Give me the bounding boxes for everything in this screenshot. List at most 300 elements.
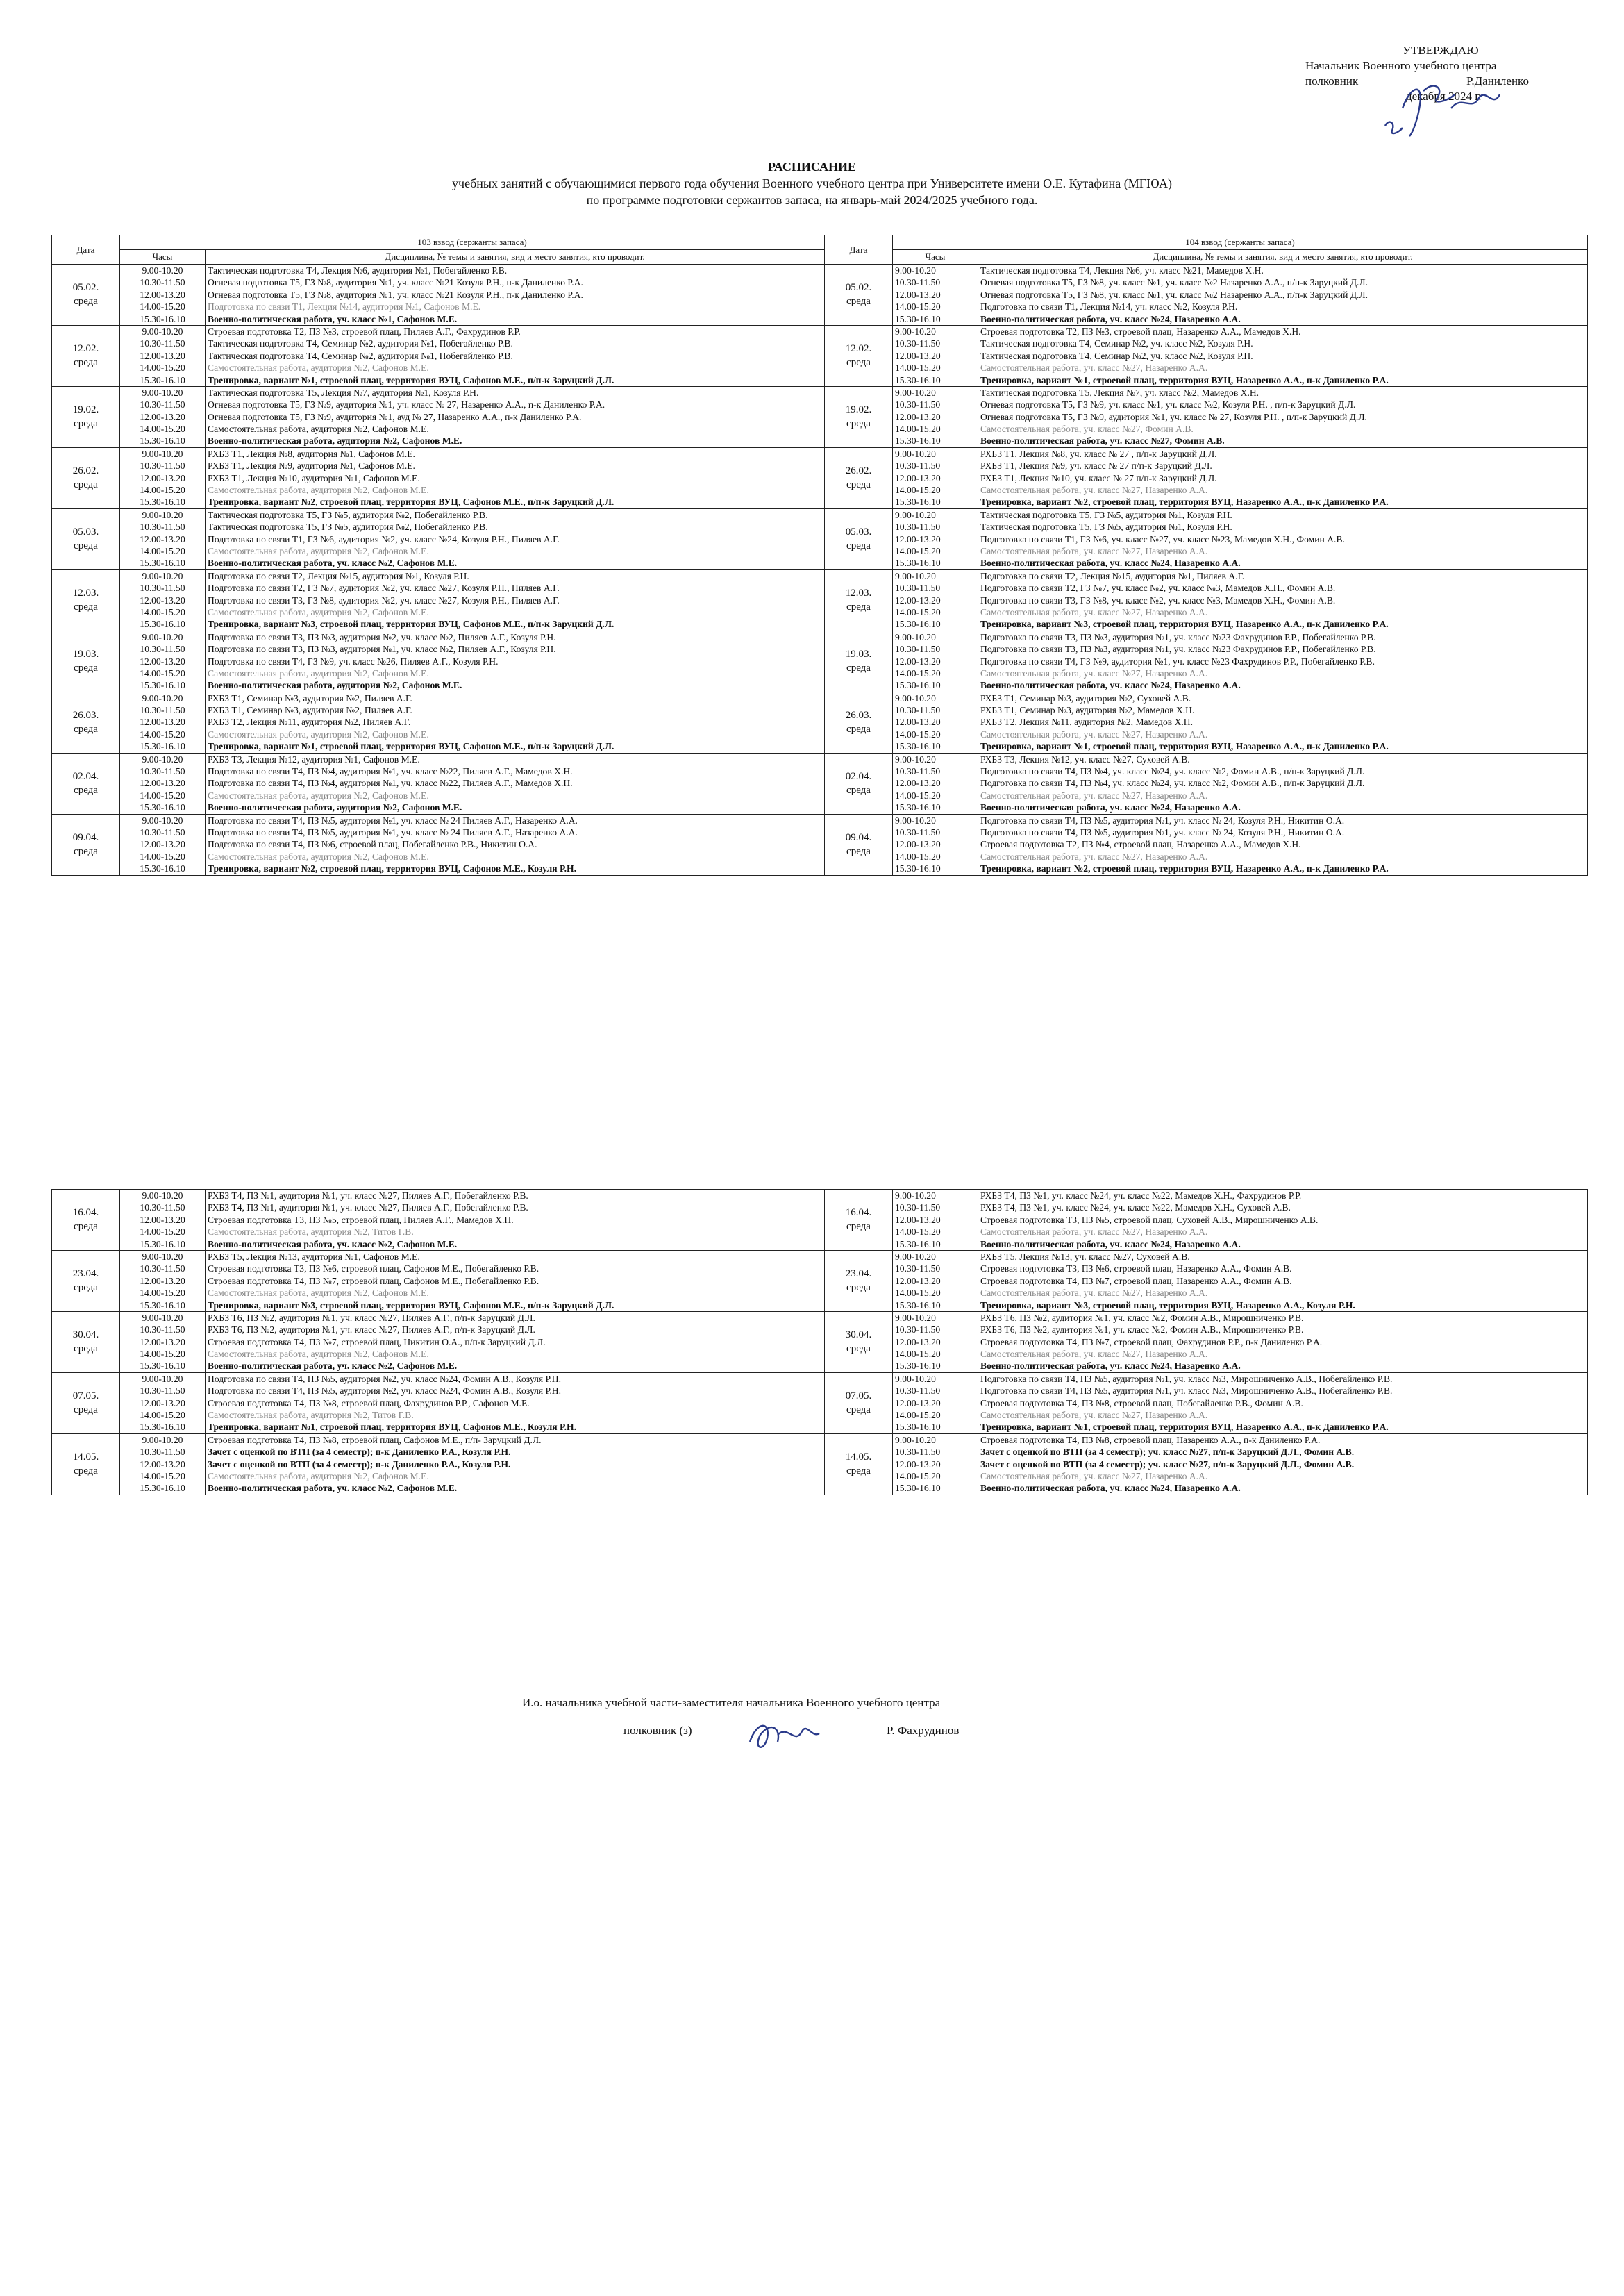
date-cell xyxy=(52,753,120,814)
weekday-label: среда xyxy=(74,1343,98,1355)
time-slot: 10.30-11.50 xyxy=(140,1324,185,1336)
hours-cell xyxy=(120,753,206,814)
lesson-entry: Тренировка, вариант №2, строевой плац, территория ВУЦ, Назаренко А.А., п-к Даниленко Р.А. xyxy=(980,497,1389,508)
time-slot: 12.00-13.20 xyxy=(895,350,941,361)
lesson-entry: Самостоятельная работа, аудитория №2, Сафонов М.Е. xyxy=(208,1349,429,1360)
time-slot: 10.30-11.50 xyxy=(140,522,185,533)
weekday-label: среда xyxy=(74,724,98,735)
lesson-entry: Тренировка, вариант №2, строевой плац, территория ВУЦ, Назаренко А.А., п-к Даниленко Р.А. xyxy=(980,863,1389,874)
document-title: РАСПИСАНИЕ xyxy=(768,160,856,174)
date-cell xyxy=(52,386,120,447)
time-slot: 10.30-11.50 xyxy=(140,338,185,349)
time-slot: 12.00-13.20 xyxy=(895,778,941,789)
time-slot: 14.00-15.20 xyxy=(140,851,185,862)
lesson-entry: Тактическая подготовка Т4, Лекция №6, уч. класс №21, Мамедов Х.Н. xyxy=(980,265,1264,276)
date-cell xyxy=(52,265,120,326)
lesson-entry: Тактическая подготовка Т4, Лекция №6, аудитория №1, Побегайленко Р.В. xyxy=(208,265,508,276)
lesson-entry: Самостоятельная работа, аудитория №2, Сафонов М.Е. xyxy=(208,790,429,801)
header-hours-a: Часы xyxy=(120,250,206,265)
lesson-entry: Подготовка по связи Т4, ПЗ №5, аудитория №1, уч. класс №3, Мирошниченко А.В., Побегайленко Р.В. xyxy=(980,1373,1393,1384)
lessons-cell xyxy=(978,753,1588,814)
lessons-cell xyxy=(206,1311,825,1372)
hours-cell xyxy=(120,265,206,326)
time-slot: 9.00-10.20 xyxy=(895,448,936,459)
time-slot: 14.00-15.20 xyxy=(140,790,185,801)
header-platoon-103: 103 взвод (сержанты запаса) xyxy=(120,235,825,250)
lesson-entry: Тактическая подготовка Т5, Лекция №7, аудитория №1, Козуля Р.Н. xyxy=(208,387,479,398)
lesson-entry: Военно-политическая работа, уч. класс №24, Назаренко А.А. xyxy=(980,1483,1241,1494)
hours-cell xyxy=(893,1433,978,1495)
time-slot: 12.00-13.20 xyxy=(140,533,185,544)
lesson-entry: Военно-политическая работа, аудитория №2, Сафонов М.Е. xyxy=(208,435,462,447)
lesson-entry: Тактическая подготовка Т4, Семинар №2, аудитория №1, Побегайленко Р.В. xyxy=(208,338,513,349)
lesson-entry: Самостоятельная работа, уч. класс №27, Назаренко А.А. xyxy=(980,606,1208,617)
lesson-entry: Военно-политическая работа, уч. класс №2, Сафонов М.Е. xyxy=(208,1238,458,1249)
time-slot: 10.30-11.50 xyxy=(895,1202,941,1213)
lesson-entry: Строевая подготовка Т3, ПЗ №6, строевой плац, Сафонов М.Е., Побегайленко Р.В. xyxy=(208,1263,539,1274)
date-label: 19.03. xyxy=(845,649,872,660)
lesson-entry: Строевая подготовка Т2, ПЗ №3, строевой плац, Пиляев А.Г., Фахрудинов Р.Р. xyxy=(208,326,521,337)
weekday-label: среда xyxy=(74,540,98,552)
lesson-entry: Военно-политическая работа, уч. класс №1, Сафонов М.Е. xyxy=(208,313,458,324)
weekday-label: среда xyxy=(74,479,98,491)
date-cell xyxy=(825,265,893,326)
time-slot: 12.00-13.20 xyxy=(895,1458,941,1470)
date-cell xyxy=(825,508,893,569)
weekday-label: среда xyxy=(74,846,98,858)
lesson-entry: Самостоятельная работа, уч. класс №27, Фомин А.В. xyxy=(980,424,1194,435)
date-cell xyxy=(52,814,120,875)
time-slot: 9.00-10.20 xyxy=(142,815,183,826)
time-slot: 12.00-13.20 xyxy=(895,289,941,300)
time-slot: 12.00-13.20 xyxy=(895,594,941,606)
lesson-entry: РХБЗ Т4, ПЗ №1, уч. класс №24, уч. класс №22, Мамедов Х.Н., Суховей А.В. xyxy=(980,1202,1291,1213)
time-slot: 14.00-15.20 xyxy=(895,1288,941,1299)
date-label: 02.04. xyxy=(72,771,99,783)
time-slot: 15.30-16.10 xyxy=(895,619,941,630)
time-slot: 12.00-13.20 xyxy=(140,778,185,789)
time-slot: 14.00-15.20 xyxy=(895,301,941,313)
date-cell xyxy=(52,1250,120,1311)
lesson-entry: Подготовка по связи Т4, ПЗ №5, аудитория №1, уч. класс № 24 Пиляев А.Г., Назаренко А.А. xyxy=(208,826,578,838)
lesson-entry: Самостоятельная работа, уч. класс №27, Назаренко А.А. xyxy=(980,545,1208,556)
time-slot: 15.30-16.10 xyxy=(140,497,185,508)
time-slot: 15.30-16.10 xyxy=(895,1483,941,1494)
lessons-cell xyxy=(206,814,825,875)
lesson-entry: Подготовка по связи Т4, ПЗ №5, аудитория №1, уч. класс №3, Мирошниченко А.В., Побегайленко Р.В. xyxy=(980,1386,1393,1397)
lesson-entry: Тактическая подготовка Т5, Лекция №7, уч. класс №2, Мамедов Х.Н. xyxy=(980,387,1259,398)
document-subtitle-2: по программе подготовки сержантов запаса, на январь-май 2024/2025 учебного года. xyxy=(586,193,1038,207)
lesson-entry: Тренировка, вариант №1, строевой плац, территория ВУЦ, Назаренко А.А., п-к Даниленко Р.А. xyxy=(980,374,1389,385)
lessons-cell xyxy=(978,325,1588,386)
time-slot: 9.00-10.20 xyxy=(142,448,183,459)
time-slot: 14.00-15.20 xyxy=(140,606,185,617)
time-slot: 9.00-10.20 xyxy=(895,1251,936,1262)
header-platoon-104: 104 взвод (сержанты запаса) xyxy=(893,235,1588,250)
lessons-cell xyxy=(978,265,1588,326)
lesson-entry: Самостоятельная работа, аудитория №2, Титов Г.В. xyxy=(208,1410,414,1421)
lesson-entry: РХБЗ Т5, Лекция №13, уч. класс №27, Суховей А.В. xyxy=(980,1251,1190,1262)
lessons-cell xyxy=(206,325,825,386)
lessons-cell xyxy=(206,753,825,814)
weekday-label: среда xyxy=(846,785,871,797)
hours-cell xyxy=(893,753,978,814)
time-slot: 12.00-13.20 xyxy=(895,411,941,422)
lesson-entry: Военно-политическая работа, аудитория №2, Сафонов М.Е. xyxy=(208,680,462,691)
director-signature xyxy=(1382,67,1507,143)
lessons-cell xyxy=(206,1250,825,1311)
lesson-entry: Подготовка по связи Т2, ГЗ №7, аудитория №2, уч. класс №27, Козуля Р.Н., Пиляев А.Г. xyxy=(208,583,560,594)
lesson-entry: РХБЗ Т6, ПЗ №2, аудитория №1, уч. класс №2, Фомин А.В., Мирошниченко Р.В. xyxy=(980,1324,1304,1336)
hours-cell xyxy=(893,1250,978,1311)
weekday-label: среда xyxy=(74,1221,98,1233)
weekday-label: среда xyxy=(846,1465,871,1477)
lesson-entry: РХБЗ Т6, ПЗ №2, аудитория №1, уч. класс №27, Пиляев А.Г., п/п-к Заруцкий Д.Л. xyxy=(208,1312,535,1323)
time-slot: 14.00-15.20 xyxy=(895,606,941,617)
time-slot: 9.00-10.20 xyxy=(142,509,183,520)
approval-title: УТВЕРЖДАЮ xyxy=(1403,44,1479,57)
time-slot: 9.00-10.20 xyxy=(895,1434,936,1445)
date-label: 14.05. xyxy=(72,1451,99,1463)
schedule-row xyxy=(52,386,1588,447)
lesson-entry: Строевая подготовка Т3, ПЗ №5, строевой плац, Пиляев А.Г., Мамедов Х.Н. xyxy=(208,1214,514,1225)
lesson-entry: РХБЗ Т1, Семинар №3, аудитория №2, Пиляев А.Г. xyxy=(208,705,412,716)
time-slot: 9.00-10.20 xyxy=(142,570,183,581)
lesson-entry: РХБЗ Т1, Лекция №8, уч. класс № 27 , п/п-к Заруцкий Д.Л. xyxy=(980,448,1217,459)
lesson-entry: Подготовка по связи Т2, Лекция №15, аудитория №1, Пиляев А.Г. xyxy=(980,570,1245,581)
lesson-entry: Строевая подготовка Т4, ПЗ №7, строевой плац, Сафонов М.Е., Побегайленко Р.В. xyxy=(208,1275,539,1286)
time-slot: 15.30-16.10 xyxy=(140,1299,185,1311)
time-slot: 12.00-13.20 xyxy=(140,289,185,300)
time-slot: 14.00-15.20 xyxy=(140,729,185,740)
weekday-label: среда xyxy=(74,296,98,308)
header-discipline-b: Дисциплина, № темы и занятия, вид и место занятия, кто проводит. xyxy=(978,250,1588,265)
time-slot: 15.30-16.10 xyxy=(895,802,941,813)
date-label: 05.03. xyxy=(72,526,99,538)
time-slot: 12.00-13.20 xyxy=(140,1458,185,1470)
hours-cell xyxy=(893,1190,978,1251)
time-slot: 14.00-15.20 xyxy=(140,1288,185,1299)
lessons-cell xyxy=(978,1372,1588,1433)
schedule-row xyxy=(52,265,1588,326)
lesson-entry: Подготовка по связи Т4, ПЗ №5, аудитория №1, уч. класс № 24, Козуля Р.Н., Никитин О.А. xyxy=(980,826,1345,838)
time-slot: 12.00-13.20 xyxy=(140,839,185,850)
hours-cell xyxy=(893,508,978,569)
date-label: 23.04. xyxy=(72,1268,99,1280)
time-slot: 14.00-15.20 xyxy=(895,1349,941,1360)
lesson-entry: РХБЗ Т1, Лекция №10, аудитория №1, Сафонов М.Е. xyxy=(208,472,420,483)
time-slot: 14.00-15.20 xyxy=(895,729,941,740)
time-slot: 14.00-15.20 xyxy=(895,790,941,801)
lesson-entry: Подготовка по связи Т2, ГЗ №7, уч. класс №2, уч. класс №3, Мамедов Х.Н., Фомин А.В. xyxy=(980,583,1336,594)
time-slot: 15.30-16.10 xyxy=(140,802,185,813)
footer-rank: полковник (з) xyxy=(623,1724,692,1737)
lesson-entry: Самостоятельная работа, аудитория №2, Сафонов М.Е. xyxy=(208,1470,429,1481)
lesson-entry: Самостоятельная работа, аудитория №2, Сафонов М.Е. xyxy=(208,606,429,617)
lesson-entry: Тактическая подготовка Т4, Семинар №2, уч. класс №2, Козуля Р.Н. xyxy=(980,350,1253,361)
lesson-entry: Огневая подготовка Т5, ГЗ №8, уч. класс №1, уч. класс №2 Назаренко А.А., п/п-к Заруцкий Д.Л. xyxy=(980,289,1368,300)
footer-title: И.о. начальника учебной части-заместителя начальника Военного учебного центра xyxy=(522,1696,941,1709)
lessons-cell xyxy=(206,447,825,508)
time-slot: 9.00-10.20 xyxy=(895,387,936,398)
lesson-entry: Тренировка, вариант №1, строевой плац, территория ВУЦ, Назаренко А.А., п-к Даниленко Р.А. xyxy=(980,741,1389,752)
lesson-entry: Самостоятельная работа, аудитория №2, Сафонов М.Е. xyxy=(208,485,429,496)
time-slot: 10.30-11.50 xyxy=(140,705,185,716)
lessons-cell xyxy=(978,1311,1588,1372)
time-slot: 15.30-16.10 xyxy=(140,558,185,569)
lesson-entry: Тактическая подготовка Т4, Семинар №2, аудитория №1, Побегайленко Р.В. xyxy=(208,350,513,361)
time-slot: 9.00-10.20 xyxy=(142,387,183,398)
lesson-entry: Самостоятельная работа, уч. класс №27, Назаренко А.А. xyxy=(980,790,1208,801)
lessons-cell xyxy=(978,447,1588,508)
date-cell xyxy=(52,692,120,753)
time-slot: 14.00-15.20 xyxy=(895,851,941,862)
lesson-entry: Подготовка по связи Т4, ГЗ №9, уч. класс №26, Пиляев А.Г., Козуля Р.Н. xyxy=(208,656,499,667)
date-cell xyxy=(825,1372,893,1433)
lesson-entry: Зачет с оценкой по ВТП (за 4 семестр); п-к Даниленко Р.А., Козуля Р.Н. xyxy=(208,1458,511,1470)
lesson-entry: Подготовка по связи Т4, ПЗ №5, аудитория №1, уч. класс № 24, Козуля Р.Н., Никитин О.А. xyxy=(980,815,1345,826)
schedule-row xyxy=(52,569,1588,631)
lesson-entry: Тренировка, вариант №3, строевой плац, территория ВУЦ, Сафонов М.Е., п/п-к Заруцкий Д.Л. xyxy=(208,619,614,630)
lesson-entry: Строевая подготовка Т4, ПЗ №7, строевой плац, Назаренко А.А., Фомин А.В. xyxy=(980,1275,1292,1286)
footer-name: Р. Фахрудинов xyxy=(887,1724,960,1737)
header-date-b: Дата xyxy=(825,235,893,265)
lesson-entry: Самостоятельная работа, уч. класс №27, Назаренко А.А. xyxy=(980,1470,1208,1481)
time-slot: 14.00-15.20 xyxy=(140,545,185,556)
lesson-entry: Строевая подготовка Т4, ПЗ №8, строевой плац, Назаренко А.А., п-к Даниленко Р.А. xyxy=(980,1434,1321,1445)
time-slot: 9.00-10.20 xyxy=(895,509,936,520)
time-slot: 12.00-13.20 xyxy=(895,1336,941,1347)
time-slot: 12.00-13.20 xyxy=(140,350,185,361)
schedule-table-page-1 xyxy=(51,235,1588,876)
time-slot: 14.00-15.20 xyxy=(140,1470,185,1481)
weekday-label: среда xyxy=(846,1404,871,1416)
time-slot: 15.30-16.10 xyxy=(140,1422,185,1433)
weekday-label: среда xyxy=(846,296,871,308)
approval-name: Р.Даниленко xyxy=(1466,74,1529,88)
time-slot: 9.00-10.20 xyxy=(895,326,936,337)
lesson-entry: Тактическая подготовка Т5, ГЗ №5, аудитория №1, Козуля Р.Н. xyxy=(980,522,1232,533)
lesson-entry: РХБЗ Т1, Лекция №9, уч. класс № 27 п/п-к Заруцкий Д.Л. xyxy=(980,460,1212,472)
lesson-entry: РХБЗ Т2, Лекция №11, аудитория №2, Пиляев А.Г. xyxy=(208,717,411,728)
lesson-entry: Самостоятельная работа, аудитория №2, Сафонов М.Е. xyxy=(208,545,429,556)
time-slot: 9.00-10.20 xyxy=(142,692,183,704)
time-slot: 10.30-11.50 xyxy=(895,644,941,655)
lesson-entry: Зачет с оценкой по ВТП (за 4 семестр); п-к Даниленко Р.А., Козуля Р.Н. xyxy=(208,1447,511,1458)
lesson-entry: Военно-политическая работа, уч. класс №24, Назаренко А.А. xyxy=(980,558,1241,569)
hours-cell xyxy=(120,325,206,386)
lesson-entry: Тренировка, вариант №3, строевой плац, территория ВУЦ, Сафонов М.Е., п/п-к Заруцкий Д.Л. xyxy=(208,1299,614,1311)
weekday-label: среда xyxy=(846,1282,871,1294)
time-slot: 10.30-11.50 xyxy=(140,1447,185,1458)
lesson-entry: Самостоятельная работа, аудитория №2, Сафонов М.Е. xyxy=(208,729,429,740)
lesson-entry: Подготовка по связи Т4, ПЗ №4, аудитория №1, уч. класс №22, Пиляев А.Г., Мамедов Х.Н. xyxy=(208,778,573,789)
date-label: 12.02. xyxy=(72,343,99,355)
lesson-entry: Подготовка по связи Т3, ГЗ №8, аудитория №2, уч. класс №27, Козуля Р.Н., Пиляев А.Г. xyxy=(208,594,560,606)
time-slot: 14.00-15.20 xyxy=(895,545,941,556)
hours-cell xyxy=(120,386,206,447)
lesson-entry: Подготовка по связи Т4, ПЗ №4, уч. класс №24, уч. класс №2, Фомин А.В., п/п-к Заруцкий Д.Л. xyxy=(980,778,1365,789)
lesson-entry: РХБЗ Т4, ПЗ №1, аудитория №1, уч. класс №27, Пиляев А.Г., Побегайленко Р.В. xyxy=(208,1190,528,1201)
time-slot: 15.30-16.10 xyxy=(895,1422,941,1433)
date-cell xyxy=(825,1250,893,1311)
date-label: 30.04. xyxy=(845,1329,872,1341)
hours-cell xyxy=(893,569,978,631)
date-cell xyxy=(825,447,893,508)
lesson-entry: Огневая подготовка Т5, ГЗ №8, аудитория №1, уч. класс №21 Козуля Р.Н., п-к Даниленко Р.А. xyxy=(208,277,583,288)
time-slot: 12.00-13.20 xyxy=(140,411,185,422)
date-cell xyxy=(52,508,120,569)
schedule-row xyxy=(52,631,1588,692)
time-slot: 12.00-13.20 xyxy=(140,1397,185,1408)
time-slot: 12.00-13.20 xyxy=(895,717,941,728)
time-slot: 10.30-11.50 xyxy=(140,583,185,594)
time-slot: 12.00-13.20 xyxy=(895,1214,941,1225)
time-slot: 15.30-16.10 xyxy=(895,497,941,508)
lesson-entry: Самостоятельная работа, уч. класс №27, Назаренко А.А. xyxy=(980,729,1208,740)
lesson-entry: Самостоятельная работа, уч. класс №27, Назаренко А.А. xyxy=(980,1349,1208,1360)
lesson-entry: Самостоятельная работа, уч. класс №27, Назаренко А.А. xyxy=(980,1226,1208,1238)
header-date-a: Дата xyxy=(52,235,120,265)
weekday-label: среда xyxy=(74,785,98,797)
date-label: 05.02. xyxy=(72,282,99,294)
time-slot: 9.00-10.20 xyxy=(142,1190,183,1201)
lessons-cell xyxy=(206,265,825,326)
hours-cell xyxy=(120,1311,206,1372)
time-slot: 14.00-15.20 xyxy=(895,1226,941,1238)
time-slot: 15.30-16.10 xyxy=(140,1361,185,1372)
weekday-label: среда xyxy=(74,357,98,369)
date-cell xyxy=(52,631,120,692)
weekday-label: среда xyxy=(846,663,871,674)
time-slot: 9.00-10.20 xyxy=(142,326,183,337)
lesson-entry: Подготовка по связи Т3, ПЗ №3, аудитория №1, уч. класс №23 Фахрудинов Р.Р., Побегайленко Р.В. xyxy=(980,644,1376,655)
lesson-entry: Тренировка, вариант №1, строевой плац, территория ВУЦ, Сафонов М.Е., Козуля Р.Н. xyxy=(208,1422,577,1433)
date-cell xyxy=(52,447,120,508)
date-label: 16.04. xyxy=(845,1207,872,1219)
time-slot: 10.30-11.50 xyxy=(140,1263,185,1274)
date-label: 16.04. xyxy=(72,1207,99,1219)
lesson-entry: Подготовка по связи Т1, ГЗ №6, уч. класс №27, уч. класс №23, Мамедов Х.Н., Фомин А.В. xyxy=(980,533,1345,544)
date-cell xyxy=(52,569,120,631)
time-slot: 12.00-13.20 xyxy=(895,839,941,850)
time-slot: 15.30-16.10 xyxy=(140,435,185,447)
time-slot: 9.00-10.20 xyxy=(895,692,936,704)
date-label: 26.02. xyxy=(845,465,872,477)
weekday-label: среда xyxy=(846,357,871,369)
lessons-cell xyxy=(978,386,1588,447)
date-cell xyxy=(52,1311,120,1372)
time-slot: 9.00-10.20 xyxy=(895,754,936,765)
lesson-entry: Военно-политическая работа, уч. класс №24, Назаренко А.А. xyxy=(980,313,1241,324)
time-slot: 15.30-16.10 xyxy=(895,680,941,691)
time-slot: 15.30-16.10 xyxy=(140,1238,185,1249)
lesson-entry: РХБЗ Т2, Лекция №11, аудитория №2, Мамедов Х.Н. xyxy=(980,717,1194,728)
time-slot: 9.00-10.20 xyxy=(142,1373,183,1384)
lesson-entry: Строевая подготовка Т3, ПЗ №6, строевой плац, Назаренко А.А., Фомин А.В. xyxy=(980,1263,1292,1274)
time-slot: 12.00-13.20 xyxy=(895,472,941,483)
time-slot: 14.00-15.20 xyxy=(895,424,941,435)
hours-cell xyxy=(893,386,978,447)
time-slot: 9.00-10.20 xyxy=(895,1373,936,1384)
date-cell xyxy=(825,325,893,386)
lesson-entry: Военно-политическая работа, уч. класс №24, Назаренко А.А. xyxy=(980,680,1241,691)
lesson-entry: РХБЗ Т6, ПЗ №2, аудитория №1, уч. класс №27, Пиляев А.Г., п/п-к Заруцкий Д.Л. xyxy=(208,1324,535,1336)
lesson-entry: Самостоятельная работа, аудитория №2, Титов Г.В. xyxy=(208,1226,414,1238)
time-slot: 14.00-15.20 xyxy=(140,363,185,374)
lesson-entry: Подготовка по связи Т3, ПЗ №3, аудитория №1, уч. класс №2, Пиляев А.Г., Козуля Р.Н. xyxy=(208,644,556,655)
lessons-cell xyxy=(978,631,1588,692)
time-slot: 14.00-15.20 xyxy=(895,485,941,496)
lesson-entry: Подготовка по связи Т4, ПЗ №6, строевой плац, Побегайленко Р.В., Никитин О.А. xyxy=(208,839,537,850)
date-label: 26.03. xyxy=(845,710,872,722)
date-label: 12.03. xyxy=(72,588,99,599)
document-heading xyxy=(0,158,1624,208)
date-label: 26.03. xyxy=(72,710,99,722)
lesson-entry: Огневая подготовка Т5, ГЗ №8, аудитория №1, уч. класс №21 Козуля Р.Н., п-к Даниленко Р.А. xyxy=(208,289,583,300)
time-slot: 10.30-11.50 xyxy=(140,826,185,838)
lesson-entry: Огневая подготовка Т5, ГЗ №9, аудитория №1, уч. класс № 27, Назаренко А.А., п-к Даниленко Р.А. xyxy=(208,399,605,410)
lessons-cell xyxy=(206,631,825,692)
hours-cell xyxy=(893,1372,978,1433)
time-slot: 15.30-16.10 xyxy=(895,558,941,569)
lesson-entry: Тренировка, вариант №3, строевой плац, территория ВУЦ, Назаренко А.А., Козуля Р.Н. xyxy=(980,1299,1355,1311)
lesson-entry: Самостоятельная работа, уч. класс №27, Назаренко А.А. xyxy=(980,667,1208,679)
time-slot: 14.00-15.20 xyxy=(140,1410,185,1421)
date-label: 19.02. xyxy=(845,404,872,416)
lesson-entry: Подготовка по связи Т1, Лекция №14, уч. класс №2, Козуля Р.Н. xyxy=(980,301,1238,313)
date-cell xyxy=(825,1311,893,1372)
lesson-entry: Огневая подготовка Т5, ГЗ №9, аудитория №1, уч. класс № 27, Козуля Р.Н. , п/п-к Заруцкий Д.Л. xyxy=(980,411,1367,422)
date-label: 30.04. xyxy=(72,1329,99,1341)
weekday-label: среда xyxy=(74,1465,98,1477)
schedule-row xyxy=(52,325,1588,386)
lesson-entry: Тренировка, вариант №1, строевой плац, территория ВУЦ, Назаренко А.А., п-к Даниленко Р.А. xyxy=(980,1422,1389,1433)
lessons-cell xyxy=(978,1250,1588,1311)
lesson-entry: Тренировка, вариант №1, строевой плац, территория ВУЦ, Сафонов М.Е., п/п-к Заруцкий Д.Л. xyxy=(208,374,614,385)
lesson-entry: Строевая подготовка Т4, ПЗ №8, строевой плац, Фахрудинов Р.Р., Сафонов М.Е. xyxy=(208,1397,530,1408)
lessons-cell xyxy=(978,814,1588,875)
schedule-row xyxy=(52,447,1588,508)
date-cell xyxy=(52,1190,120,1251)
lesson-entry: Военно-политическая работа, уч. класс №24, Назаренко А.А. xyxy=(980,1238,1241,1249)
lesson-entry: Подготовка по связи Т3, ПЗ №3, аудитория №1, уч. класс №23 Фахрудинов Р.Р., Побегайленко Р.В. xyxy=(980,631,1376,642)
time-slot: 12.00-13.20 xyxy=(140,717,185,728)
lessons-cell xyxy=(206,386,825,447)
hours-cell xyxy=(893,265,978,326)
lesson-entry: Тренировка, вариант №1, строевой плац, территория ВУЦ, Сафонов М.Е., п/п-к Заруцкий Д.Л. xyxy=(208,741,614,752)
time-slot: 12.00-13.20 xyxy=(140,472,185,483)
document-subtitle-1: учебных занятий с обучающимися первого года обучения Военного учебного центра при Университете имени О.Е. Кутафина (МГЮА) xyxy=(452,176,1172,190)
hours-cell xyxy=(120,508,206,569)
hours-cell xyxy=(120,569,206,631)
time-slot: 15.30-16.10 xyxy=(895,313,941,324)
time-slot: 10.30-11.50 xyxy=(895,1324,941,1336)
time-slot: 10.30-11.50 xyxy=(895,338,941,349)
lesson-entry: РХБЗ Т1, Лекция №9, аудитория №1, Сафонов М.Е. xyxy=(208,460,415,472)
hours-cell xyxy=(120,631,206,692)
lesson-entry: РХБЗ Т1, Семинар №3, аудитория №2, Суховей А.В. xyxy=(980,692,1191,704)
time-slot: 15.30-16.10 xyxy=(895,1361,941,1372)
lesson-entry: Военно-политическая работа, уч. класс №2, Сафонов М.Е. xyxy=(208,1483,458,1494)
time-slot: 9.00-10.20 xyxy=(895,1190,936,1201)
time-slot: 12.00-13.20 xyxy=(140,1275,185,1286)
lesson-entry: Тактическая подготовка Т5, ГЗ №5, аудитория №2, Побегайленко Р.В. xyxy=(208,509,488,520)
time-slot: 10.30-11.50 xyxy=(895,1263,941,1274)
time-slot: 10.30-11.50 xyxy=(895,826,941,838)
time-slot: 12.00-13.20 xyxy=(895,1275,941,1286)
time-slot: 14.00-15.20 xyxy=(140,485,185,496)
